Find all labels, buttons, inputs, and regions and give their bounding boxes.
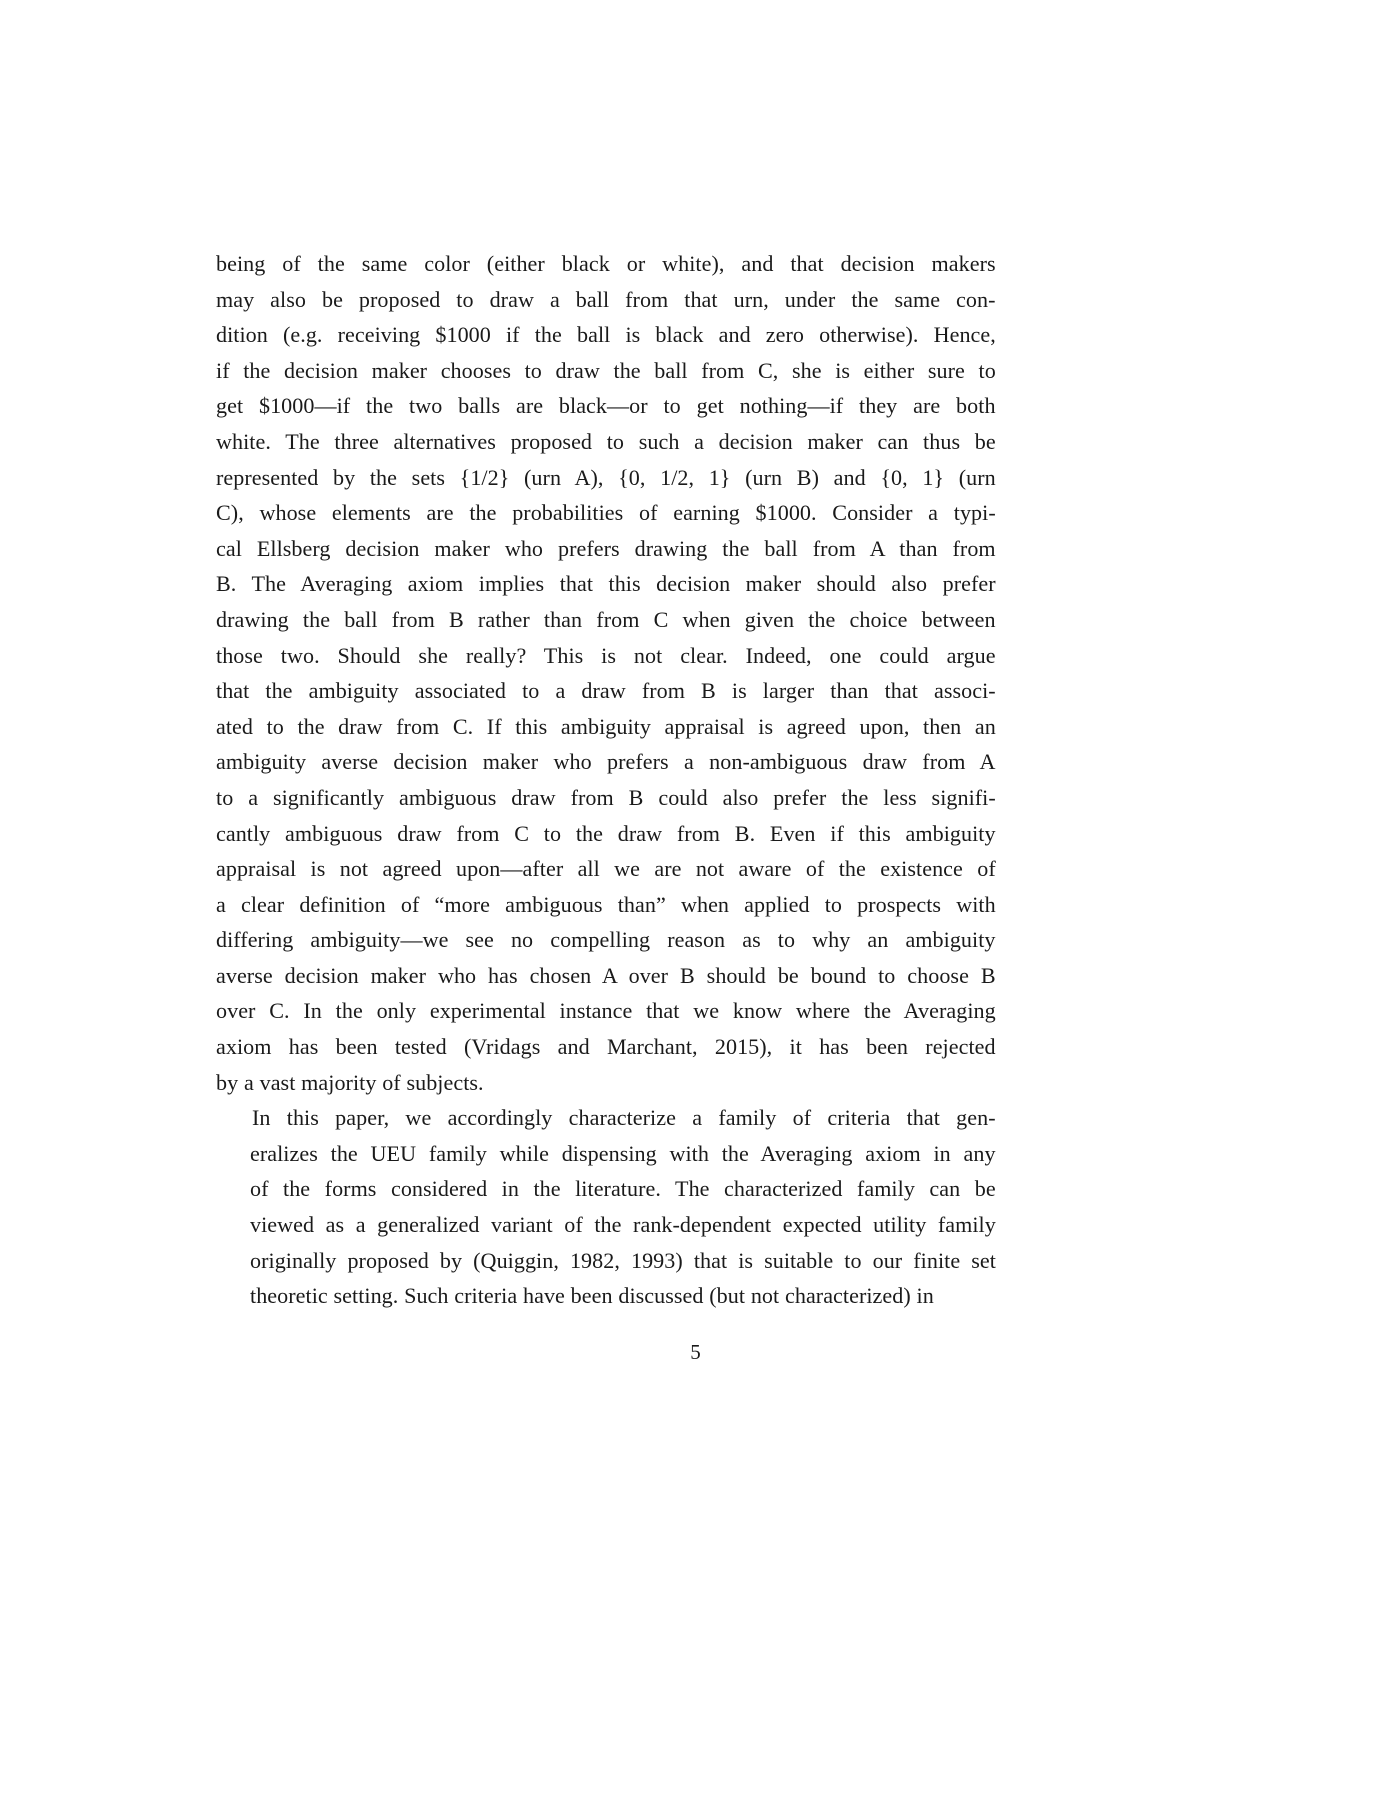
paragraph-1: [216, 246, 996, 1100]
text-line: may also be proposed to draw a ball from that urn, under the same con-: [216, 286, 996, 312]
math-set-urn-a: {1/2}: [459, 464, 510, 490]
text-line: by a vast majority of subjects.: [216, 1069, 484, 1095]
text-line: averse decision maker who has chosen A over B should be bound to choose B: [216, 962, 996, 988]
text-line: white. The three alternatives proposed to such a decision maker can thus be: [216, 428, 996, 454]
body-text-column: [216, 246, 996, 1314]
text-line: C), whose elements are the probabilities of earning $1000. Consider a typi-: [216, 500, 996, 526]
page-number: 5: [690, 1340, 701, 1364]
text-line: a clear definition of “more ambiguous than” when applied to prospects with: [216, 891, 996, 917]
text-line: ambiguity averse decision maker who prefers a non-ambiguous draw from A: [216, 749, 996, 775]
text-line: those two. Should she really? This is not clear. Indeed, one could argue: [216, 642, 996, 668]
text-line: dition (e.g. receiving $1000 if the ball is black and zero otherwise). Hence,: [216, 322, 996, 348]
math-line-mid-b: (urn B) and: [730, 464, 881, 490]
text-line: theoretic setting. Such criteria have been discussed (but not characterized) in: [250, 1283, 934, 1309]
paragraph-2: [216, 1100, 996, 1314]
text-line: cantly ambiguous draw from C to the draw from B. Even if this ambiguity: [216, 820, 996, 846]
text-line-citation-quiggin: originally proposed by (Quiggin, 1982, 1993) that is suitable to our finite set: [250, 1247, 996, 1273]
text-line-citation-vridags: axiom has been tested (Vridags and Marchant, 2015), it has been rejected: [216, 1034, 996, 1060]
text-line: differing ambiguity—we see no compelling reason as to why an ambiguity: [216, 927, 996, 953]
text-line: if the decision maker chooses to draw the ball from C, she is either sure to: [216, 357, 996, 383]
text-line: eralizes the UEU family while dispensing with the Averaging axiom in any: [250, 1140, 996, 1166]
text-line: In this paper, we accordingly characterize a family of criteria that gen-: [252, 1105, 996, 1131]
math-set-urn-c: {0, 1}: [880, 464, 945, 490]
text-line: over C. In the only experimental instance that we know where the Averaging: [216, 998, 996, 1024]
math-line-suffix: (urn: [944, 464, 996, 490]
text-line: appraisal is not agreed upon—after all we are not aware of the existence of: [216, 856, 996, 882]
text-line: get $1000—if the two balls are black—or to get nothing—if they are both: [216, 393, 996, 419]
math-line-mid-a: (urn A),: [509, 464, 619, 490]
text-line: cal Ellsberg decision maker who prefers drawing the ball from A than from: [216, 535, 996, 561]
math-line-prefix: represented by the sets: [216, 464, 460, 490]
text-line: ated to the draw from C. If this ambiguity appraisal is agreed upon, then an: [216, 713, 996, 739]
text-line: being of the same color (either black or white), and that decision makers: [216, 251, 996, 276]
text-line: viewed as a generalized variant of the rank-dependent expected utility family: [250, 1212, 996, 1238]
text-line: that the ambiguity associated to a draw from B is larger than that associ-: [216, 678, 996, 704]
text-line: drawing the ball from B rather than from C when given the choice between: [216, 606, 996, 632]
math-set-urn-b: {0, 1/2, 1}: [618, 464, 731, 490]
text-line: B. The Averaging axiom implies that this decision maker should also prefer: [216, 571, 996, 597]
text-line: of the forms considered in the literature. The characterized family can be: [250, 1176, 996, 1202]
text-line: to a significantly ambiguous draw from B could also prefer the less signifi-: [216, 784, 996, 810]
text-line-with-math-sets: [216, 460, 996, 496]
